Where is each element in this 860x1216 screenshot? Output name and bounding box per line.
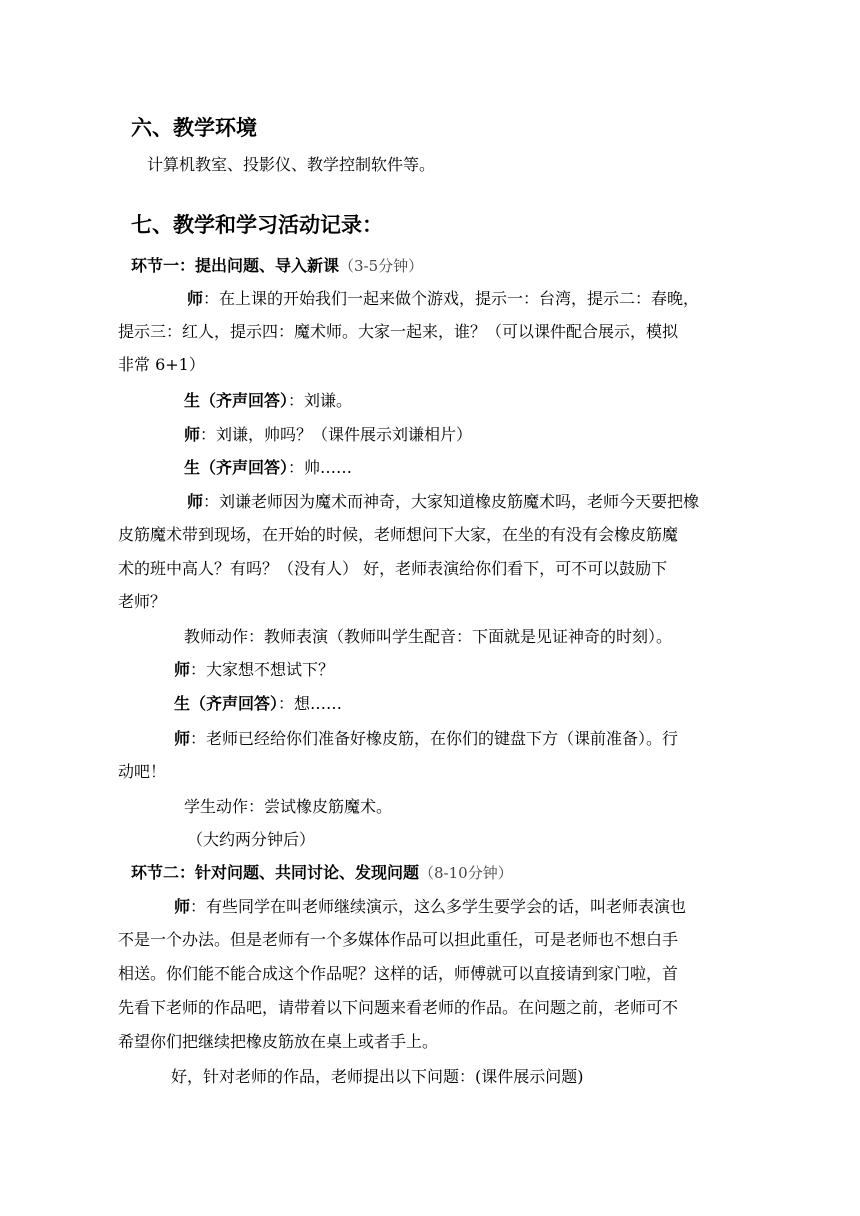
speaker-separator: ： xyxy=(200,425,217,444)
paragraph: 好，针对老师的作品，老师提出以下问题：(课件展示问题) xyxy=(171,1067,584,1086)
dialogue-line xyxy=(174,896,686,918)
dialogue-text: 希望你们把继续把橡皮筋放在桌上或者手上。 xyxy=(118,1032,439,1051)
dialogue-text: 老师已经给你们准备好橡皮筋，在你们的键盘下方（课前准备）。行 xyxy=(206,729,679,748)
speaker-separator: ： xyxy=(190,897,207,916)
paragraph: 计算机教室、投影仪、教学控制软件等。 xyxy=(147,155,436,174)
dialogue-text: 老师？ xyxy=(118,592,167,611)
speaker-label: 生（齐声回答） xyxy=(184,458,289,477)
dialogue-line xyxy=(174,693,342,715)
dialogue-text: 有些同学在叫老师继续演示，这么多学生要学会的话，叫老师表演也 xyxy=(206,897,687,916)
dialogue-text: 刘谦。 xyxy=(304,391,353,410)
speaker-separator: ： xyxy=(288,458,305,477)
stage-title xyxy=(131,255,423,277)
dialogue-line xyxy=(184,424,472,446)
speaker-label: 师 xyxy=(174,729,191,748)
speaker-separator: ： xyxy=(203,492,220,511)
action-note: 教师动作：教师表演（教师叫学生配音：下面就是见证神奇的时刻）。 xyxy=(184,627,673,646)
dialogue-text: 非常 6+1） xyxy=(118,355,205,374)
section-heading: 六、教学环境 xyxy=(131,116,257,140)
dialogue-text: 刘谦老师因为魔术而神奇，大家知道橡皮筋魔术吗，老师今天要把橡 xyxy=(219,492,700,511)
dialogue-line xyxy=(187,288,699,310)
dialogue-text: 大家想不想试下？ xyxy=(206,660,335,679)
speaker-separator: ： xyxy=(190,660,207,679)
dialogue-line xyxy=(187,491,699,513)
dialogue-text: 在上课的开始我们一起来做个游戏，提示一：台湾，提示二：春晚， xyxy=(219,289,700,308)
speaker-label: 师 xyxy=(174,897,191,916)
action-note: 学生动作：尝试橡皮筋魔术。 xyxy=(184,797,393,816)
dialogue-text: 刘谦，帅吗？（课件展示刘谦相片） xyxy=(216,425,473,444)
stage-title-text: 环节二：针对问题、共同讨论、发现问题 xyxy=(131,863,420,882)
stage-title-text: 环节一：提出问题、导入新课 xyxy=(131,256,340,275)
action-note: （大约两分钟后） xyxy=(187,830,316,849)
dialogue-line xyxy=(174,728,678,750)
dialogue-text: 不是一个办法。但是老师有一个多媒体作品可以担此重任，可是老师也不想白手 xyxy=(118,930,679,949)
section-heading: 七、教学和学习活动记录： xyxy=(131,213,383,237)
dialogue-text: 提示三：红人，提示四：魔术师。大家一起来，谁？（可以课件配合展示，模拟 xyxy=(118,322,679,341)
stage-title xyxy=(131,862,513,884)
speaker-label: 师 xyxy=(187,289,204,308)
dialogue-line xyxy=(184,390,352,412)
speaker-separator: ： xyxy=(278,694,295,713)
stage-time: （8-10分钟） xyxy=(419,864,513,882)
dialogue-text: 动吧！ xyxy=(118,762,167,781)
speaker-label: 师 xyxy=(187,492,204,511)
dialogue-text: 先看下老师的作品吧，请带着以下问题来看老师的作品。在问题之前，老师可不 xyxy=(118,998,679,1017)
dialogue-line xyxy=(184,457,352,479)
speaker-label: 生（齐声回答） xyxy=(174,694,279,713)
speaker-separator: ： xyxy=(203,289,220,308)
dialogue-text: 术的班中高人？有吗？（没有人） 好，老师表演给你们看下，可不可以鼓励下 xyxy=(118,559,668,578)
dialogue-text: 想…… xyxy=(294,694,343,713)
dialogue-text: 帅…… xyxy=(304,458,353,477)
speaker-separator: ： xyxy=(288,391,305,410)
stage-time: （3-5分钟） xyxy=(339,257,424,275)
speaker-separator: ： xyxy=(190,729,207,748)
speaker-label: 师 xyxy=(174,660,191,679)
speaker-label: 师 xyxy=(184,425,201,444)
speaker-label: 生（齐声回答） xyxy=(184,391,289,410)
dialogue-text: 皮筋魔术带到现场，在开始的时候，老师想问下大家，在坐的有没有会橡皮筋魔 xyxy=(118,525,679,544)
dialogue-text: 相送。你们能不能合成这个作品呢？这样的话，师傅就可以直接请到家门啦，首 xyxy=(118,964,679,983)
dialogue-line xyxy=(174,659,334,681)
